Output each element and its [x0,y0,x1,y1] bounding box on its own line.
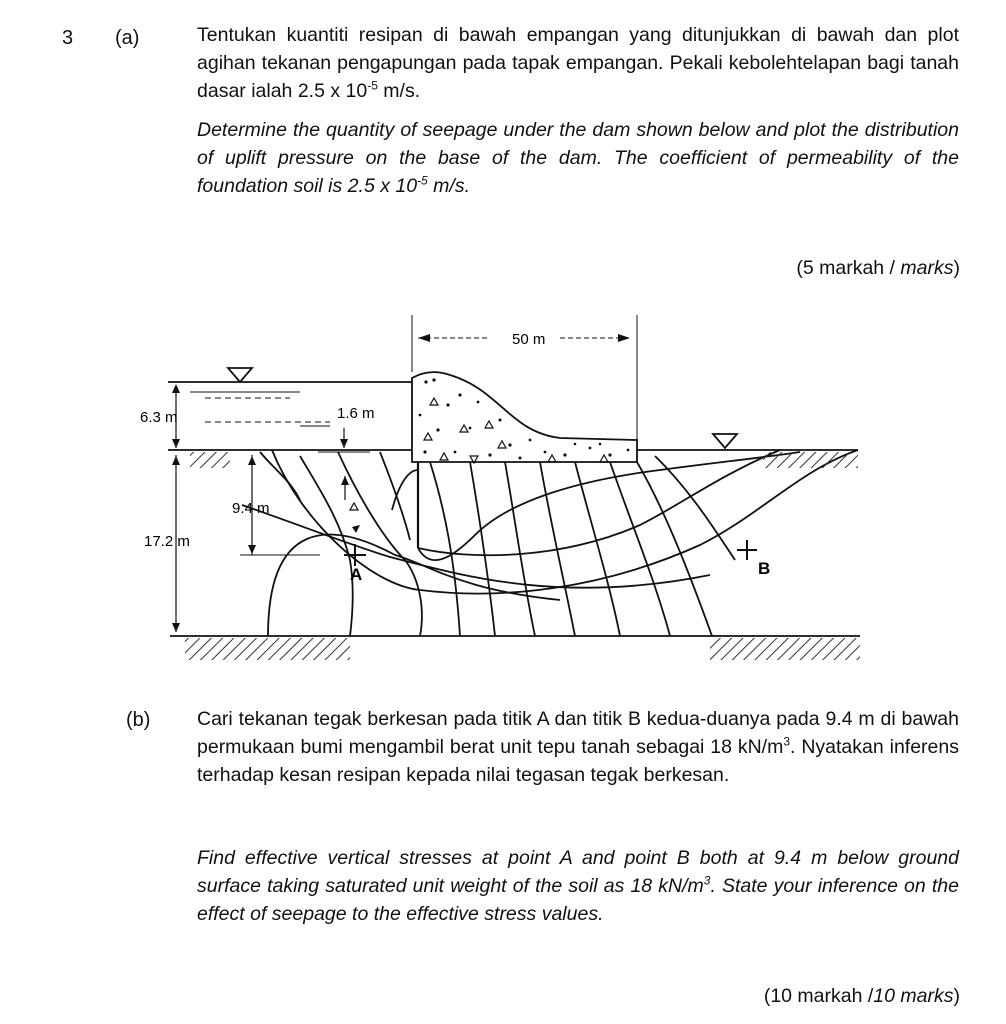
point-a-label: A [350,565,363,584]
part-a-label: (a) [115,27,140,49]
impermeable-hatch-left [185,638,350,660]
layer-thickness-label: 17.2 m [144,533,190,550]
downstream-ground-hatch [763,452,858,468]
part-b-english-text: Find effective vertical stresses at point A and point B both at 9.4 m below ground surface taking saturated unit weight of the soil as 18 $kN/m^3$. State your inference on the effect of seepage to the effective stress values. [197,847,959,925]
downstream-water-symbol [713,434,737,448]
part-a-english-text: Determine the quantity of seepage under the dam shown below and plot the distribution of uplift pressure on the base of the dam. The coefficient of permeability of the foundation soil is 2.5 x $10^{-5}$ m/s. [197,119,959,197]
upstream-water-symbol [228,368,252,382]
impermeable-hatch-right [710,638,860,660]
upstream-ground-hatch [190,452,230,468]
freeboard-label: 1.6 m [337,405,375,422]
part-b-malay-text: Cari tekanan tegak berkesan pada titik A dan titik B kedua-duanya pada 9.4 m di bawah permukaan bumi mengambil berat unit tepu tanah sebagai 18 $kN/m^3$. Nyatakan inferens terhadap kesan resipan kepada nilai tegasan tegak berkesan. [197,708,959,786]
part-a-marks: (5 markah / marks) [796,257,960,279]
dam-body [412,372,637,462]
width-label: 50 m [512,331,546,348]
question-number: 3 [62,27,74,49]
depth-label: 9.4 m [232,500,270,517]
point-b-label: B [758,559,771,578]
headwater-label: 6.3 m [140,409,178,426]
part-b-label: (b) [126,709,151,731]
part-b-marks: (10 markah /10 marks) [763,985,960,1007]
part-a-malay-text: Tentukan kuantiti resipan di bawah empangan yang ditunjukkan di bawah dan plot agihan tekanan pengapungan pada tapak empangan. Pekali kebolehtelapan bagi tanah dasar ialah 2.5 x $10^{-5}$ m/s. [197,24,959,102]
